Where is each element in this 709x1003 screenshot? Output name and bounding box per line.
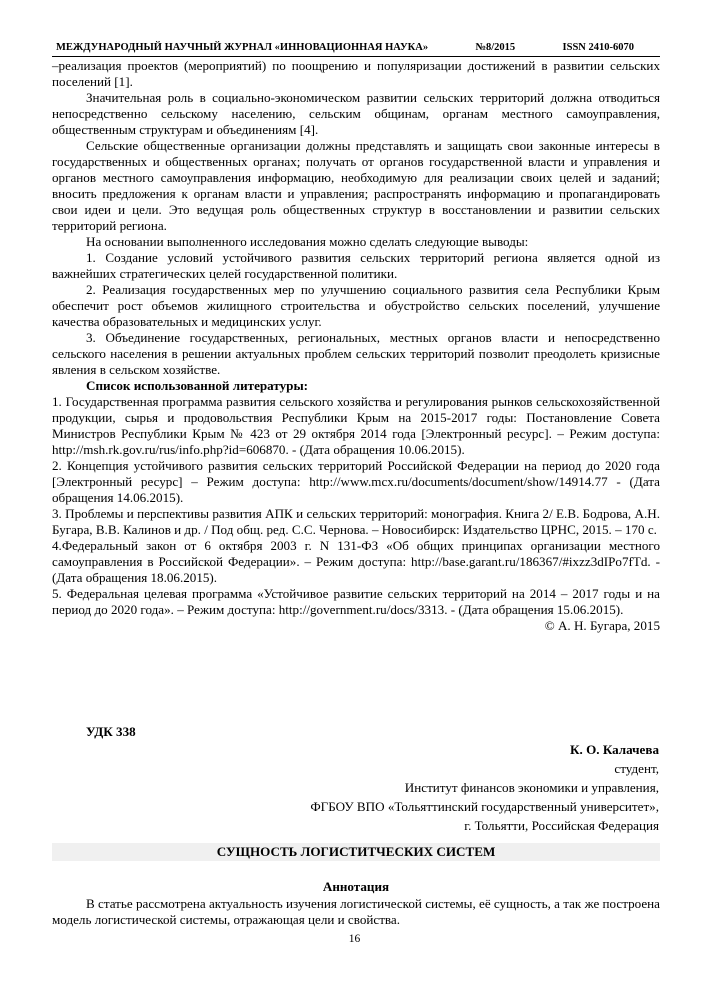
conclusion-1: 1. Создание условий устойчивого развития сельских территорий региона является одной из важнейших стратегических целей государственной политики. [52, 250, 660, 281]
author-location: г. Тольятти, Российская Федерация [464, 818, 659, 833]
author-university: ФГБОУ ВПО «Тольяттинский государственный университет», [310, 799, 659, 814]
annotation-text: В статье рассмотрена актуальность изучения логистической системы, её сущность, а так же построена модель логистической системы, отражающая цели и свойства. [52, 896, 660, 927]
author-institute: Институт финансов экономики и управления, [404, 780, 659, 795]
udk-code: УДК 338 [86, 724, 136, 739]
copyright-line: © А. Н. Бугара, 2015 [544, 618, 660, 633]
reference-item-3: 3. Проблемы и перспективы развития АПК и сельских территорий: монография. Книга 2/ Е.В. Бодрова, А.Н. Бугара, В.В. Калинов и др. / Под общ. ред. С.С. Чернова. – Новосибирск: Издательство ЦРНС, 2015. – 170 с. [52, 506, 660, 537]
annotation-title: Аннотация [322, 879, 390, 894]
article-body [52, 58, 660, 634]
body-paragraph-2: Значительная роль в социально-экономическом развитии сельских территорий должна отводиться непосредственно сельскому населению, сельским общинам, органам местного самоуправления, общественным структурам и объединениям [4]. [52, 90, 660, 137]
body-paragraph-1: –реализация проектов (мероприятий) по поощрению и популяризации достижений в развитии сельских поселений [1]. [52, 58, 660, 89]
journal-issue: №8/2015 [475, 42, 516, 53]
body-paragraph-3: Сельские общественные организации должны представлять и защищать свои законные интересы в государственных и общественных органах; получать от органов государственной власти и управления и органов местного самоуправления информацию, необходимую для реализации своих целей и заданий; вносить предложения к органам власти и управления; распространять информацию и пропагандировать свои идеи и цели. Это ведущая роль общественных структур в восстановлении и развитии сельских территорий региона. [52, 138, 660, 233]
journal-header [52, 42, 660, 57]
author-position: студент, [614, 761, 659, 776]
conclusion-2: 2. Реализация государственных мер по улучшению социального развития села Республики Крым обеспечит рост объемов жилищного строительства и обустройство сельских поселений, улучшение качества образовательных и медицинских услуг. [52, 282, 660, 329]
page-number: 16 [348, 933, 361, 945]
journal-issn: ISSN 2410-6070 [562, 42, 634, 53]
body-paragraph-4: На основании выполненного исследования можно сделать следующие выводы: [86, 234, 529, 249]
conclusion-3: 3. Объединение государственных, региональных, местных органов власти и непосредственно сельского населения в решении актуальных проблем сельских территорий позволит преодолеть кризисные явления в сельском хозяйстве. [52, 330, 660, 377]
author-block [159, 740, 659, 835]
journal-title: МЕЖДУНАРОДНЫЙ НАУЧНЫЙ ЖУРНАЛ «ИННОВАЦИОННАЯ НАУКА» [56, 42, 429, 53]
reference-item-5: 5. Федеральная целевая программа «Устойчивое развитие сельских территорий на 2014 – 2017 годы и на период до 2020 года». – Режим доступа: http://government.ru/docs/3313. - (Дата обращения 15.06.2015). [52, 586, 660, 617]
references-title: Список использованной литературы: [86, 378, 309, 393]
reference-item-2: 2. Концепция устойчивого развития сельских территорий Российской Федерации на период до 2020 года [Электронный ресурс] – Режим доступа: http://www.mcx.ru/documents/document/show/14914.77 - (Дата обращения 14.06.2015). [52, 458, 660, 505]
article-title: СУЩНОСТЬ ЛОГИСТИТЧЕСКИХ СИСТЕМ [52, 843, 660, 861]
reference-item-4: 4.Федеральный закон от 6 октября 2003 г. N 131-ФЗ «Об общих принципах организации местного самоуправления в Российской Федерации». – Режим доступа: http://base.garant.ru/186367/#ixzz3dIPo7fTd. - (Дата обращения 18.06.2015). [52, 538, 660, 585]
author-name: К. О. Калачева [570, 742, 659, 757]
reference-item-1: 1. Государственная программа развития сельского хозяйства и регулирования рынков сельскохозяйственной продукции, сырья и продовольствия Республики Крым на 2015-2017 годы: Постановление Совета Министров Республики Крым № 423 от 29 октября 2014 года [Электронный ресурс]. – Режим доступа: http://msh.rk.gov.ru/rus/info.php?id=606870. - (Дата обращения 10.06.2015). [52, 394, 660, 457]
